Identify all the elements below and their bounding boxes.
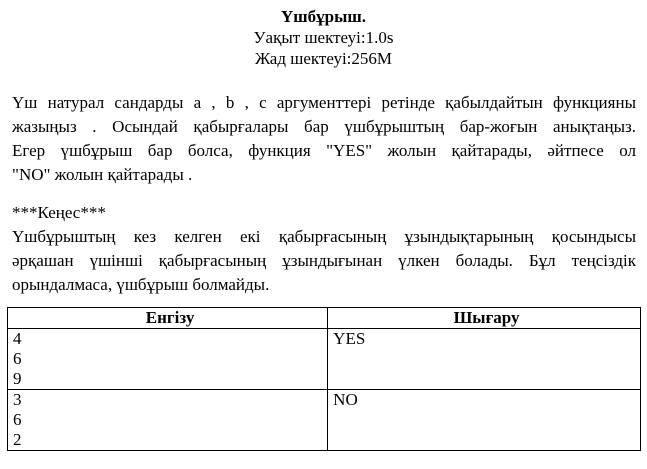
input-cell — [8, 329, 328, 390]
input-cell — [8, 390, 328, 451]
problem-header — [0, 0, 647, 69]
input-value: 6 — [13, 349, 22, 368]
tip-heading: ***Кеңес*** — [12, 203, 106, 222]
problem-title: Үшбұрыш. — [281, 7, 366, 26]
tip-line: әрқашан үшінші қабырғасының ұзындығынан үлкен болады. Бұл теңсіздік — [12, 251, 636, 270]
tip-line: орындалмаса, үшбұрыш болмайды. — [12, 275, 270, 294]
input-value: 6 — [13, 410, 22, 429]
memory-limit: Жад шектеуі:256M — [254, 49, 393, 68]
table-row — [8, 329, 641, 390]
output-cell: YES — [328, 329, 641, 390]
problem-statement — [12, 91, 636, 187]
tip-text — [12, 225, 636, 297]
output-cell: NO — [328, 390, 641, 451]
output-column-header: Шығару — [328, 308, 641, 329]
input-column-header: Енгізу — [8, 308, 328, 329]
examples-table — [7, 307, 641, 451]
statement-line: Үш натурал сандарды a , b , c аргументтері ретінде қабылдайтын функцияны — [12, 93, 636, 112]
time-limit: Уақыт шектеуі:1.0s — [253, 28, 394, 47]
statement-line: "NO" жолын қайтарады . — [12, 165, 193, 184]
input-value: 2 — [13, 430, 22, 449]
tip-line: Үшбұрыштың кез келген екі қабырғасының ұзындықтарының қосындысы — [12, 227, 636, 246]
table-header-row — [8, 308, 641, 329]
input-value: 9 — [13, 369, 22, 388]
statement-line: Егер үшбұрыш бар болса, функция "YES" жолын қайтарады, әйтпесе ол — [12, 141, 636, 160]
table-row — [8, 390, 641, 451]
input-value: 4 — [13, 329, 22, 348]
statement-line: жазыңыз . Осындай қабырғалары бар үшбұрыштың бар-жоғын анықтаңыз. — [12, 117, 636, 136]
input-value: 3 — [13, 390, 22, 409]
